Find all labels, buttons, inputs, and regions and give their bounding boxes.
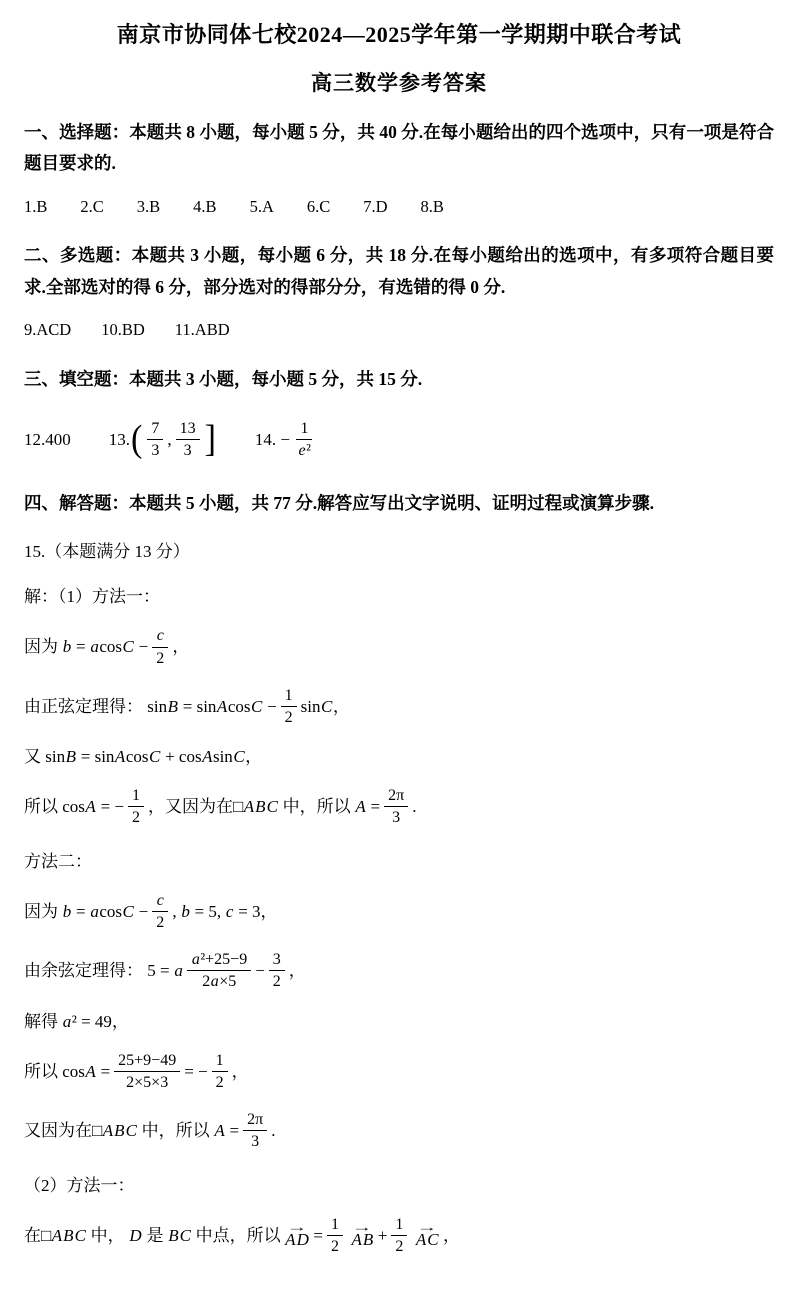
math-run: 所以 cosA = [24, 1061, 111, 1081]
fraction-denominator: 3 [151, 442, 160, 460]
math-line [24, 684, 774, 729]
math-run: = [313, 1225, 323, 1245]
fraction-denominator: 2a×5 [202, 973, 237, 991]
vector-arrow-icon: → [416, 1219, 438, 1234]
math-run: sinC， [300, 696, 350, 716]
document-subtitle: 高三数学参考答案 [311, 70, 487, 95]
answer-item: 4.B [193, 196, 217, 216]
math-run: 因为 b = acosC − [24, 901, 149, 921]
fraction-denominator: 2 [330, 1237, 339, 1255]
answer-row [24, 317, 774, 343]
text-line [24, 1172, 774, 1199]
math-run: . [271, 1121, 276, 1141]
text-run: 解：（1）方法一： [24, 587, 160, 607]
math-line [24, 889, 774, 934]
math-run: 12.400 [24, 430, 71, 450]
fraction-numerator: 13 [176, 419, 200, 440]
fraction [176, 419, 200, 460]
math-run: ， [231, 1061, 249, 1081]
document-title: 南京市协同体七校2024—2025学年第一学期期中联合考试 [116, 22, 682, 47]
vector [351, 1219, 374, 1250]
math-run: − [255, 961, 265, 981]
math-line [24, 417, 774, 462]
math-line [24, 1213, 774, 1258]
answer-item: 5.A [249, 196, 274, 216]
math-run: 由正弦定理得： sinB = sinAcosC − [24, 696, 277, 716]
fraction-numerator: 2π [384, 786, 408, 807]
math-run: ，又因为在□ABC 中，所以 A = [148, 797, 381, 817]
fraction [152, 891, 168, 932]
math-run: 13. [108, 430, 130, 450]
math-run: 解得 a² = 49， [24, 1011, 129, 1031]
fraction-numerator: 3 [269, 950, 285, 971]
fraction-denominator: 2 [284, 708, 293, 726]
vector-letters: AC [415, 1230, 439, 1250]
answer-item: 1.B [24, 196, 48, 216]
vector-arrow-icon: → [286, 1219, 308, 1234]
answer-item: 9.ACD [24, 320, 72, 340]
fraction-numerator: c [152, 626, 168, 647]
fraction [114, 1051, 180, 1092]
fraction-denominator: 3 [251, 1133, 260, 1151]
vector [415, 1219, 439, 1250]
math-run: ， [443, 1225, 461, 1245]
answer-item: 6.C [306, 196, 331, 216]
text-run: 二、多选题：本题共 3 小题，每小题 6 分，共 18 分.在每小题给出的选项中，有多项符合题目要求.全部选对的得 6 分，部分选对的得部分分，有选错的得 0 分. [24, 245, 774, 297]
fraction-numerator: 1 [296, 419, 312, 440]
math-run: 由余弦定理得： 5 = a [24, 961, 183, 981]
fraction [281, 686, 297, 727]
fraction [294, 419, 315, 460]
fraction-numerator: 1 [212, 1051, 228, 1072]
fraction-denominator: 2 [156, 649, 165, 667]
math-run: , [167, 430, 172, 450]
fraction-denominator: 2 [272, 973, 281, 991]
answer-item: 10.BD [101, 320, 145, 340]
fraction [384, 786, 408, 827]
fraction-denominator: e² [298, 442, 311, 460]
text-line [24, 583, 774, 610]
document-body [24, 117, 774, 1258]
fraction-denominator: 2 [395, 1237, 404, 1255]
math-line [24, 624, 774, 669]
fraction-numerator: 1 [128, 786, 144, 807]
text-run: 一、选择题：本题共 8 小题，每小题 5 分，共 40 分.在每小题给出的四个选项中，只有一项是符合题目要求的. [24, 121, 774, 174]
math-line [24, 1049, 774, 1094]
vector-arrow-icon: → [352, 1219, 373, 1234]
answer-item: 11.ABD [174, 320, 230, 340]
section-heading [24, 117, 774, 180]
fraction [391, 1215, 407, 1256]
section-heading [24, 240, 774, 303]
fraction [147, 419, 163, 460]
fraction-denominator: 3 [392, 809, 401, 827]
answer-item: 3.B [136, 196, 161, 216]
fraction-numerator: 2π [243, 1110, 267, 1131]
text-run: 三、填空题：本题共 3 小题，每小题 5 分，共 15 分. [24, 368, 423, 389]
fraction-denominator: 2×5×3 [126, 1073, 169, 1091]
fraction [327, 1215, 343, 1256]
fraction-numerator: 1 [327, 1215, 343, 1236]
fraction-numerator: 7 [147, 419, 163, 440]
fraction [128, 786, 144, 827]
fraction [212, 1051, 228, 1092]
fraction [243, 1110, 267, 1151]
math-run: = − [184, 1061, 208, 1081]
text-line [24, 538, 774, 565]
fraction [269, 950, 285, 991]
section-heading [24, 364, 774, 396]
math-run: 所以 cosA = − [24, 797, 124, 817]
math-run: 因为 b = acosC − [24, 637, 149, 657]
bracket: ( [131, 418, 143, 460]
answer-item: 8.B [420, 196, 444, 216]
text-line [24, 848, 774, 875]
math-run: 又 sinB = sinAcosC + cosAsinC， [24, 747, 263, 767]
math-run: ， [172, 637, 190, 657]
math-run: ， [288, 961, 306, 981]
fraction-denominator: 2 [156, 914, 165, 932]
math-line [24, 784, 774, 829]
fraction-denominator: 2 [132, 809, 140, 827]
fraction [152, 626, 168, 667]
fraction-numerator: c [152, 891, 168, 912]
text-run: （2）方法一： [24, 1175, 135, 1195]
math-line [24, 1108, 774, 1153]
math-line [24, 1008, 774, 1035]
section-heading [24, 488, 774, 520]
answer-item: 2.C [80, 196, 104, 216]
fraction-numerator: 1 [391, 1215, 407, 1236]
math-run: . [412, 797, 417, 817]
math-run: + [377, 1225, 388, 1245]
vector [285, 1219, 310, 1250]
vector-letters: AB [351, 1230, 374, 1250]
math-run: 14. − [254, 430, 290, 450]
answer-item: 7.D [363, 196, 388, 216]
text-run: 方法二： [24, 851, 92, 871]
math-run: 又因为在□ABC 中，所以 A = [24, 1121, 240, 1141]
fraction-denominator: 2 [215, 1073, 224, 1091]
answer-row [24, 194, 774, 220]
fraction-numerator: 1 [281, 686, 297, 707]
bracket: ] [204, 418, 216, 460]
math-run: 在□ABC 中， D 是 BC 中点，所以 [24, 1225, 281, 1245]
math-run: , b = 5, c = 3， [172, 901, 278, 921]
fraction-numerator: 25+9−49 [114, 1051, 180, 1072]
vector-letters: AD [285, 1230, 309, 1250]
text-run: 四、解答题：本题共 5 小题，共 77 分.解答应写出文字说明、证明过程或演算步骤. [24, 493, 654, 514]
text-run: 15.（本题满分 13 分） [24, 541, 190, 561]
fraction-denominator: 3 [183, 442, 192, 460]
fraction [187, 950, 251, 991]
math-line [24, 948, 774, 993]
fraction-numerator: a²+25−9 [187, 950, 251, 971]
math-line [24, 743, 774, 770]
